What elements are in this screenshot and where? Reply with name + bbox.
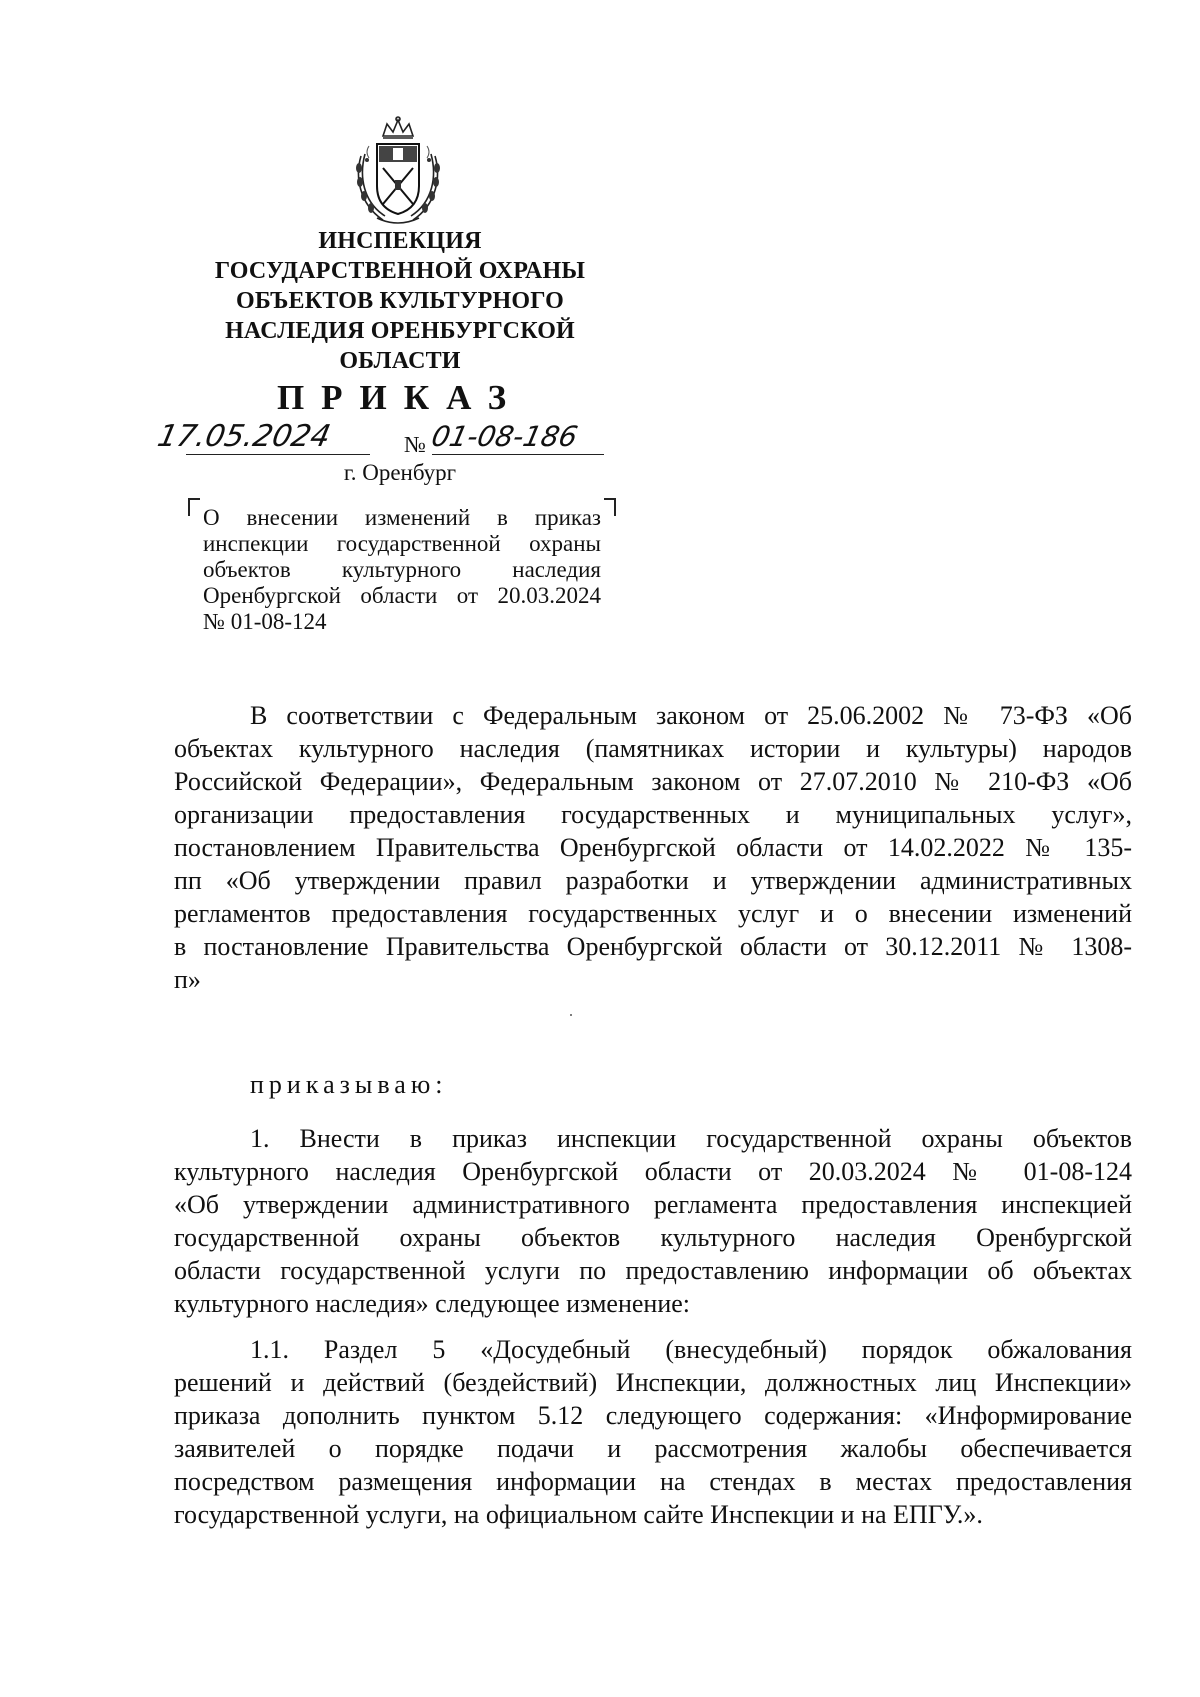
document-subject [203,505,601,635]
handwritten-date: 17.05.2024 [154,419,334,454]
text-line: «Об утверждении административного регламента предоставления инспекцией [174,1190,1132,1219]
text-line: культурного наследия» следующее изменение: [174,1289,691,1318]
number-label: № [404,432,426,457]
text-line: заявителей о порядке подачи и рассмотрения жалобы обеспечивается [174,1434,1132,1463]
org-line: НАСЛЕДИЯ ОРЕНБУРГСКОЙ [225,318,575,344]
text-line: объектах культурного наследия (памятниках истории и культуры) народов [174,734,1132,763]
handwritten-number: 01-08-186 [428,420,581,453]
subject-line: № 01-08-124 [203,609,327,634]
org-line: ИНСПЕКЦИЯ [318,228,482,254]
org-line: ОБЛАСТИ [339,348,461,374]
text-line: решений и действий (бездействий) Инспекции, должностных лиц Инспекции» [174,1368,1132,1397]
org-line: ОБЪЕКТОВ КУЛЬТУРНОГО [235,288,565,314]
subject-line: Оренбургской области от 20.03.2024 [203,583,601,608]
text-line: организации предоставления государственных и муниципальных услуг», [174,800,1132,829]
text-line: постановлением Правительства Оренбургской области от 14.02.2022 № 135- [174,833,1132,862]
text-line: культурного наследия Оренбургской области от 20.03.2024 № 01-08-124 [174,1157,1132,1186]
preamble-paragraph [174,699,1132,996]
order-word: приказываю: [250,1070,448,1099]
text-line: пп «Об утверждении правил разработки и утверждении административных [174,866,1132,895]
city-name: г. Оренбург [343,460,457,485]
subject-line: объектов культурного наследия [203,557,601,582]
text-line: посредством размещения информации на стендах в местах предоставления [174,1467,1132,1496]
text-line: государственной охраны объектов культурного наследия Оренбургской [174,1223,1132,1252]
text-line: В соответствии с Федеральным законом от 25.06.2002 № 73-ФЗ «Об [250,701,1132,730]
text-line: приказа дополнить пунктом 5.12 следующего содержания: «Информирование [174,1401,1132,1430]
org-line: ГОСУДАРСТВЕННОЙ ОХРАНЫ [214,258,586,284]
subject-line: инспекции государственной охраны [203,531,601,556]
item-1-1-paragraph [174,1333,1132,1531]
text-line: государственной услуги, на официальном сайте Инспекции и на ЕПГУ.». [174,1500,983,1529]
text-line: 1.1. Раздел 5 «Досудебный (внесудебный) порядок обжалования [250,1335,1132,1364]
text-line: Российской Федерации», Федеральным законом от 27.07.2010 № 210-ФЗ «Об [174,767,1132,796]
organization-name [160,226,640,376]
text-line: в постановление Правительства Оренбургской области от 30.12.2011 № 1308- [174,932,1132,961]
orenburg-oblast-coat-of-arms-icon [353,116,443,228]
text-line: п» [174,965,201,994]
subject-corner-right [604,498,616,516]
text-line: 1. Внести в приказ инспекции государственной охраны объектов [250,1124,1132,1153]
number-underline [432,454,604,455]
date-underline [186,454,370,455]
subject-line: О внесении изменений в приказ [203,505,601,530]
item-1-paragraph [174,1122,1132,1320]
text-line: области государственной услуги по предоставлению информации об объектах [174,1256,1132,1285]
scan-speck [570,1014,572,1016]
document-type-title: ПРИКАЗ [276,378,524,417]
text-line: регламентов предоставления государственных услуг и о внесении изменений [174,899,1132,928]
subject-corner-left [188,498,200,516]
